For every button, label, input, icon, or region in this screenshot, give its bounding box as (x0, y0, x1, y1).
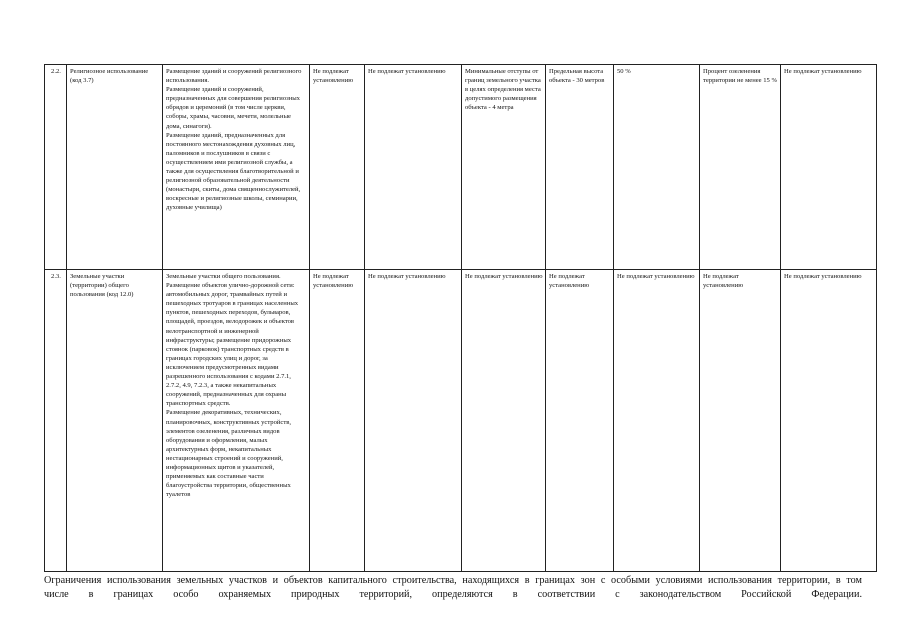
parameter-cell: Не подлежат установлению (310, 270, 365, 572)
parameter-cell: Не подлежат установлению (310, 65, 365, 270)
regulations-table (44, 64, 877, 572)
note-line: Ограничения использования земельных участков и объектов капитального строительства, находящихся в границах зон с особыми условиями использования территории, в том (44, 575, 862, 586)
parameter-cell: Не подлежат установлению (462, 270, 546, 572)
height-cell: Предельная высота объекта - 30 метров (546, 65, 614, 270)
parameter-cell: Не подлежат установлению (781, 65, 877, 270)
description-paragraph: Размещение декоративных, технических, планировочных, конструктивных устройств, элементов озеленения, различных видов оборудования и оформления, малых архитектурных форм, некапитальных нестационарных строений и сооружений, информационных щитов и указателей, применяемых как составные части благоустройства территории, общественных туалетов (166, 409, 291, 499)
parameter-cell: Не подлежат установлению (700, 270, 781, 572)
setback-cell: Минимальные отступы от границ земельного участка в целях определения места допустимого размещения объекта - 4 метра (462, 65, 546, 270)
coverage-cell: 50 % (614, 65, 700, 270)
row-number: 2.2. (45, 65, 67, 270)
restrictions-note (44, 574, 862, 602)
description-paragraph: Размещение зданий и сооружений, предназначенных для совершения религиозных обрядов и церемоний (в том числе церкви, соборы, храмы, часовни, мечети, молельные дома, синагоги). (166, 86, 300, 130)
table-row (45, 65, 877, 270)
parameter-cell: Не подлежат установлению (614, 270, 700, 572)
land-use-description (163, 65, 310, 270)
description-paragraph: Земельные участки общего пользования. (166, 273, 281, 280)
parameter-cell: Не подлежат установлению (546, 270, 614, 572)
greenery-cell: Процент озеленения территории не менее 15 % (700, 65, 781, 270)
description-paragraph: Размещение зданий, предназначенных для постоянного местонахождения духовных лиц, паломников и послушников в связи с осуществлением ими религиозной службы, а также для осуществления благотворительной и религиозной образовательной деятельности (монастыри, скиты, дома священнослужителей, воскресные и религиозные школы, семинарии, духовные училища) (166, 131, 301, 212)
land-use-type: Религиозное использование (код 3.7) (67, 65, 163, 270)
row-number: 2.3. (45, 270, 67, 572)
description-paragraph: Размещение зданий и сооружений религиозного использования. (166, 68, 302, 85)
parameter-cell: Не подлежат установлению (365, 65, 462, 270)
parameter-cell: Не подлежат установлению (365, 270, 462, 572)
parameter-cell: Не подлежат установлению (781, 270, 877, 572)
note-line: числе в границах особо охраняемых природных территорий, определяются в соответствии с законодательством Российской Федерации. (44, 589, 862, 600)
description-paragraph: Размещение объектов улично-дорожной сети: автомобильных дорог, трамвайных путей и пешеходных тротуаров в границах населенных пунктов, пешеходных переходов, бульваров, площадей, проездов, велодорожек и объектов велотранспортной и инженерной инфраструктуры; размещение придорожных стоянок (парковок) транспортных средств в границах городских улиц и дорог, за исключением предусмотренных видами разрешенного использования с кодами 2.7.1, 2.7.2, 4.9, 7.2.3, а также некапитальных сооружений, предназначенных для охраны транспортных средств. (166, 282, 299, 408)
land-use-description (163, 270, 310, 572)
land-use-type: Земельные участки (территории) общего пользования (код 12.0) (67, 270, 163, 572)
table-row (45, 270, 877, 572)
